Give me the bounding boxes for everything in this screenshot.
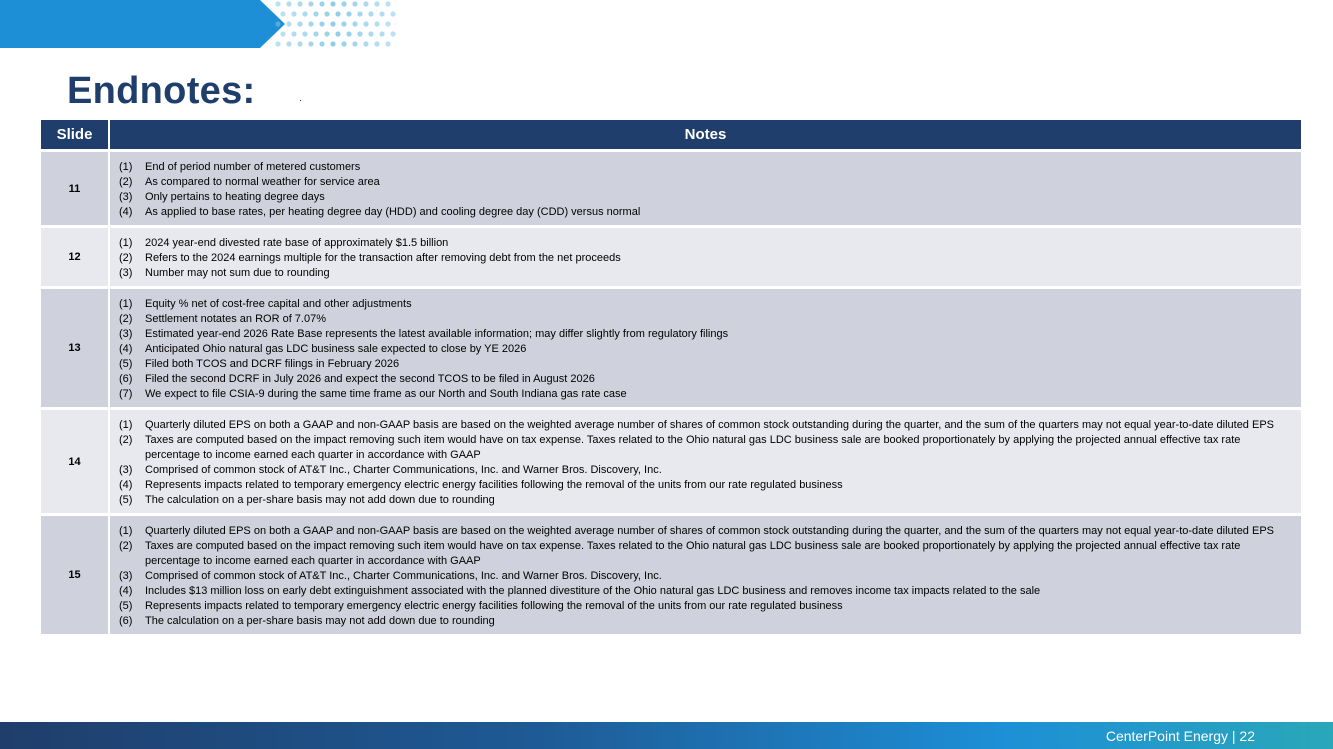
note-number: (5) (119, 600, 133, 612)
header-accent-band (0, 0, 285, 48)
decorative-dot (390, 11, 395, 16)
note-text: Quarterly diluted EPS on both a GAAP and non-GAAP basis are based on the weighted average number of shares of common stock outstanding during the quarter, and the sum of the quarters may not equal year-to-date diluted EPS (145, 525, 1274, 537)
decorative-dot (335, 31, 340, 36)
decorative-dot (374, 41, 379, 46)
notes-cell (109, 409, 1301, 515)
decorative-dot (319, 41, 324, 46)
decorative-dot (352, 1, 357, 6)
note-item (119, 190, 1291, 205)
note-text: 2024 year-end divested rate base of approximately $1.5 billion (145, 237, 449, 249)
decorative-dot (341, 41, 346, 46)
decorative-dot (363, 21, 368, 26)
note-text: Includes $13 million loss on early debt extinguishment associated with the planned divestiture of the Ohio natural gas LDC business and removes income tax impacts related to the sale (145, 585, 1041, 597)
note-item (119, 463, 1291, 478)
notes-list (119, 418, 1291, 508)
decorative-dot (302, 11, 307, 16)
decorative-dot (352, 21, 357, 26)
note-text: As applied to base rates, per heating degree day (HDD) and cooling degree day (CDD) versus normal (145, 206, 641, 218)
notes-list (119, 297, 1291, 402)
note-text: The calculation on a per-share basis may not add down due to rounding (145, 615, 495, 627)
column-header-notes: Notes (109, 120, 1301, 151)
note-item (119, 297, 1291, 312)
page-title: Endnotes: (67, 70, 256, 112)
decorative-dot (297, 1, 302, 6)
table-row (41, 515, 1301, 635)
note-number: (4) (119, 206, 133, 218)
note-item (119, 327, 1291, 342)
note-number: (4) (119, 479, 133, 491)
decorative-dot (275, 1, 280, 6)
decorative-dot (286, 1, 291, 6)
decorative-dot (368, 11, 373, 16)
note-text: Filed the second DCRF in July 2026 and expect the second TCOS to be filed in August 2026 (145, 373, 595, 385)
note-number: (6) (119, 615, 133, 627)
note-item (119, 342, 1291, 357)
table-row (41, 288, 1301, 409)
decorative-dot (330, 21, 335, 26)
note-item (119, 266, 1291, 281)
decorative-dot (319, 21, 324, 26)
decorative-dot (324, 11, 329, 16)
note-item (119, 372, 1291, 387)
decorative-dot (357, 31, 362, 36)
note-item (119, 493, 1291, 508)
note-text: Taxes are computed based on the impact removing such item would have on tax expense. Taxes related to the Ohio natural gas LDC business sale are booked proportionately by applying the projected annual effective tax rate percentage to income earned each quarter in accordance with GAAP (145, 434, 1241, 461)
stray-mark (300, 100, 301, 101)
decorative-dot (363, 1, 368, 6)
note-text: Refers to the 2024 earnings multiple for the transaction after removing debt from the net proceeds (145, 252, 621, 264)
note-number: (4) (119, 343, 133, 355)
note-item (119, 584, 1291, 599)
note-text: Settlement notates an ROR of 7.07% (145, 313, 326, 325)
decorative-dot (357, 11, 362, 16)
notes-cell (109, 227, 1301, 288)
note-number: (2) (119, 434, 133, 446)
note-item (119, 539, 1291, 569)
slide-number-cell: 12 (41, 227, 109, 288)
notes-cell (109, 151, 1301, 227)
note-item (119, 251, 1291, 266)
note-number: (1) (119, 298, 133, 310)
decorative-dot (286, 41, 291, 46)
slide-number-cell: 11 (41, 151, 109, 227)
table-body (41, 151, 1301, 635)
note-number: (5) (119, 494, 133, 506)
note-text: End of period number of metered customers (145, 161, 361, 173)
note-text: Anticipated Ohio natural gas LDC business sale expected to close by YE 2026 (145, 343, 527, 355)
table-row (41, 409, 1301, 515)
note-number: (3) (119, 328, 133, 340)
note-item (119, 418, 1291, 433)
note-item (119, 599, 1291, 614)
notes-cell (109, 515, 1301, 635)
decorative-dot (346, 11, 351, 16)
decorative-dot (324, 31, 329, 36)
decorative-dot (297, 21, 302, 26)
decorative-dot (374, 21, 379, 26)
decorative-dot (390, 31, 395, 36)
decorative-dot (385, 1, 390, 6)
note-text: Comprised of common stock of AT&T Inc., Charter Communications, Inc. and Warner Bros. Discovery, Inc. (145, 464, 662, 476)
notes-cell (109, 288, 1301, 409)
note-text: Taxes are computed based on the impact removing such item would have on tax expense. Taxes related to the Ohio natural gas LDC business sale are booked proportionately by applying the projected annual effective tax rate percentage to income earned each quarter in accordance with GAAP (145, 540, 1241, 567)
decorative-dot (346, 31, 351, 36)
note-text: Comprised of common stock of AT&T Inc., Charter Communications, Inc. and Warner Bros. Discovery, Inc. (145, 570, 662, 582)
notes-list (119, 160, 1291, 220)
note-number: (7) (119, 388, 133, 400)
note-text: Represents impacts related to temporary emergency electric energy facilities following the removal of the units from our rate regulated business (145, 479, 843, 491)
decorative-dot (368, 31, 373, 36)
column-header-slide: Slide (41, 120, 109, 151)
note-number: (1) (119, 525, 133, 537)
note-number: (4) (119, 585, 133, 597)
note-item (119, 569, 1291, 584)
decorative-dot (291, 31, 296, 36)
decorative-dot (308, 1, 313, 6)
decorative-dot (280, 11, 285, 16)
note-item (119, 614, 1291, 629)
note-text: As compared to normal weather for service area (145, 176, 380, 188)
table-row (41, 151, 1301, 227)
note-number: (1) (119, 161, 133, 173)
note-text: Only pertains to heating degree days (145, 191, 325, 203)
note-number: (2) (119, 313, 133, 325)
note-text: Represents impacts related to temporary emergency electric energy facilities following the removal of the units from our rate regulated business (145, 600, 843, 612)
slide-number-cell: 14 (41, 409, 109, 515)
note-number: (3) (119, 267, 133, 279)
decorative-dot (379, 31, 384, 36)
decorative-dot (363, 41, 368, 46)
endnotes-table (41, 120, 1301, 634)
note-number: (3) (119, 570, 133, 582)
note-text: Filed both TCOS and DCRF filings in February 2026 (145, 358, 400, 370)
decorative-dot (385, 21, 390, 26)
footer-text: CenterPoint Energy | 22 (1105, 728, 1255, 744)
note-text: Number may not sum due to rounding (145, 267, 330, 279)
decorative-dot (286, 21, 291, 26)
decorative-dot (297, 41, 302, 46)
footer-band (0, 722, 1333, 749)
note-item (119, 387, 1291, 402)
notes-list (119, 236, 1291, 281)
note-text: Estimated year-end 2026 Rate Base represents the latest available information; may differ slightly from regulatory filings (145, 328, 729, 340)
decorative-dot (275, 41, 280, 46)
note-item (119, 175, 1291, 190)
decorative-dot (275, 21, 280, 26)
note-text: We expect to file CSIA-9 during the same time frame as our North and South Indiana gas rate case (145, 388, 627, 400)
note-item (119, 433, 1291, 463)
decorative-dot (308, 41, 313, 46)
decorative-dot (352, 41, 357, 46)
note-number: (2) (119, 176, 133, 188)
note-number: (1) (119, 237, 133, 249)
decorative-dot (341, 21, 346, 26)
decorative-dot (313, 11, 318, 16)
slide-number-cell: 15 (41, 515, 109, 635)
note-number: (1) (119, 419, 133, 431)
note-item (119, 357, 1291, 372)
notes-list (119, 524, 1291, 629)
note-item (119, 205, 1291, 220)
table-row (41, 227, 1301, 288)
decorative-dot (330, 41, 335, 46)
decorative-dot (319, 1, 324, 6)
note-number: (3) (119, 191, 133, 203)
decorative-dot (308, 21, 313, 26)
note-number: (3) (119, 464, 133, 476)
note-item (119, 524, 1291, 539)
note-number: (6) (119, 373, 133, 385)
note-item (119, 312, 1291, 327)
note-number: (2) (119, 252, 133, 264)
decorative-dot (379, 11, 384, 16)
note-item (119, 478, 1291, 493)
decorative-dot (313, 31, 318, 36)
note-text: Equity % net of cost-free capital and other adjustments (145, 298, 412, 310)
note-text: Quarterly diluted EPS on both a GAAP and non-GAAP basis are based on the weighted average number of shares of common stock outstanding during the quarter, and the sum of the quarters may not equal year-to-date diluted EPS (145, 419, 1274, 431)
decorative-dot (335, 11, 340, 16)
note-item (119, 160, 1291, 175)
slide-number-cell: 13 (41, 288, 109, 409)
note-item (119, 236, 1291, 251)
note-text: The calculation on a per-share basis may not add down due to rounding (145, 494, 495, 506)
decorative-dot (341, 1, 346, 6)
decorative-dot-pattern (270, 0, 400, 50)
note-number: (5) (119, 358, 133, 370)
decorative-dot (302, 31, 307, 36)
decorative-dot (385, 41, 390, 46)
decorative-dot (291, 11, 296, 16)
note-number: (2) (119, 540, 133, 552)
table-header-row (41, 120, 1301, 151)
decorative-dot (280, 31, 285, 36)
decorative-dot (330, 1, 335, 6)
decorative-dot (374, 1, 379, 6)
